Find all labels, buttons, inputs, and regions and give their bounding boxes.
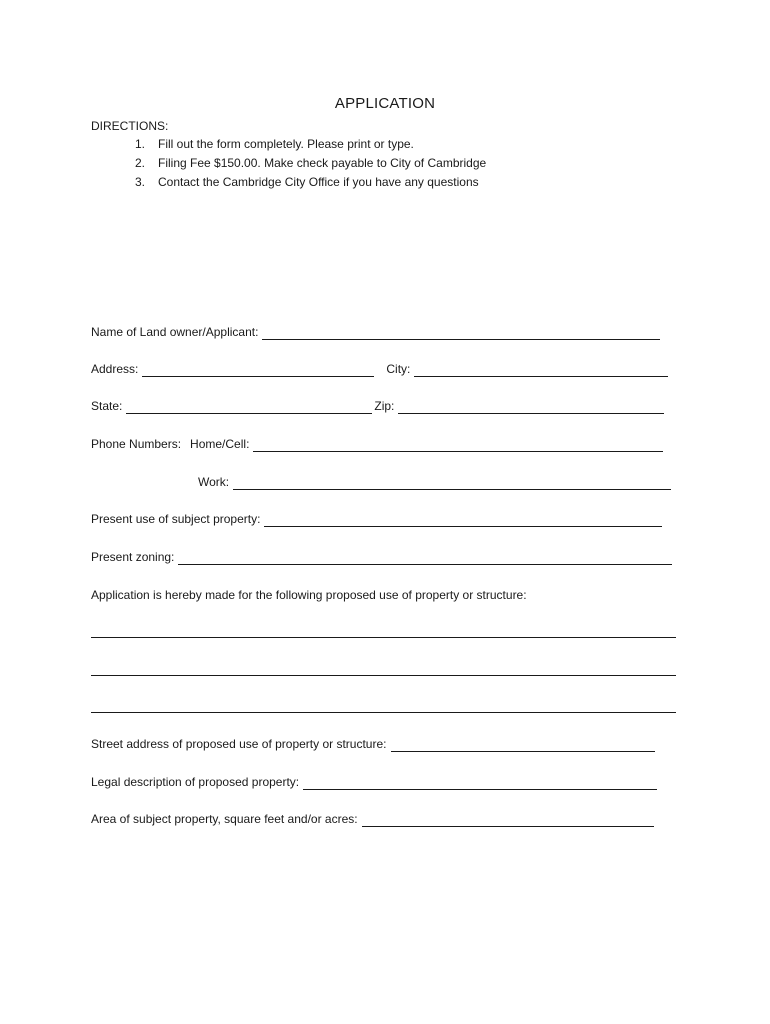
directions-label: DIRECTIONS: [91,119,169,133]
area-label: Area of subject property, square feet and/or acres: [91,812,358,826]
home-cell-label: Home/Cell: [190,437,250,451]
state-label: State: [91,399,123,413]
proposed-use-line[interactable] [91,637,676,638]
address-label: Address: [91,362,139,376]
zip-field[interactable] [398,402,664,414]
present-zoning-field[interactable] [178,553,672,565]
owner-row [91,325,660,340]
direction-number: 2. [135,156,146,170]
present-use-field[interactable] [264,515,662,527]
owner-field[interactable] [262,328,660,340]
direction-text: Filing Fee $150.00. Make check payable to City of Cambridge [158,156,487,170]
phone-label: Phone Numbers: [91,437,182,451]
work-field[interactable] [233,478,671,490]
street-address-row [91,737,655,752]
legal-description-row [91,775,657,790]
direction-text: Contact the Cambridge City Office if you have any questions [158,175,479,189]
legal-description-field[interactable] [303,778,657,790]
page-title: APPLICATION [334,95,436,112]
direction-number: 3. [135,175,146,189]
direction-item [135,156,486,175]
phone-row [91,437,663,452]
city-label: City: [386,362,411,376]
home-cell-field[interactable] [253,440,663,452]
address-field[interactable] [142,365,374,377]
present-zoning-label: Present zoning: [91,550,175,564]
zip-label: Zip: [374,399,395,413]
directions-list [135,137,486,194]
area-field[interactable] [362,815,654,827]
direction-text: Fill out the form completely. Please print or type. [158,137,414,151]
direction-item [135,137,486,156]
street-address-field[interactable] [391,740,655,752]
state-field[interactable] [126,402,372,414]
present-use-row [91,512,662,527]
work-row [198,475,671,490]
proposed-use-line[interactable] [91,712,676,713]
present-use-label: Present use of subject property: [91,512,261,526]
direction-number: 1. [135,137,146,151]
work-label: Work: [198,475,230,489]
area-row [91,812,654,827]
state-row [91,399,664,414]
present-zoning-row [91,550,672,565]
legal-description-label: Legal description of proposed property: [91,775,300,789]
owner-label: Name of Land owner/Applicant: [91,325,259,339]
direction-item [135,175,486,194]
street-address-label: Street address of proposed use of property or structure: [91,737,387,751]
proposed-use-statement: Application is hereby made for the following proposed use of property or structure: [91,588,527,602]
address-row [91,362,668,377]
proposed-use-line[interactable] [91,675,676,676]
city-field[interactable] [414,365,668,377]
proposed-use-row [91,588,527,603]
